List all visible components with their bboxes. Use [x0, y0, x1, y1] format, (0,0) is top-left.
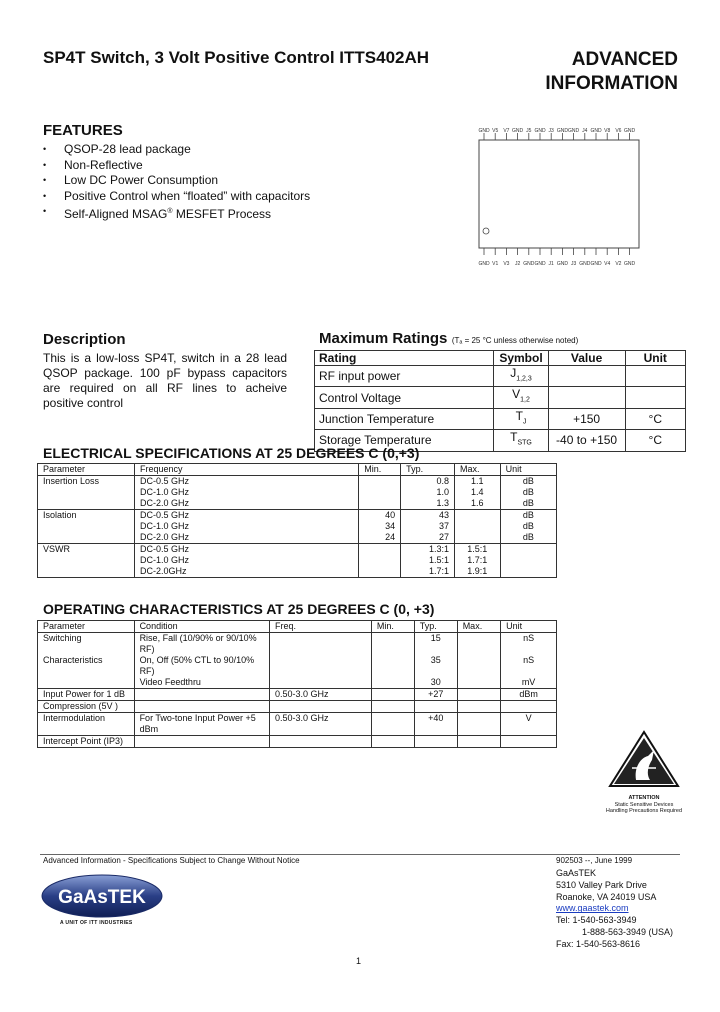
- table-row: Switching Rise, Fall (10/90% or 90/10% RF) 15 nS: [38, 633, 557, 656]
- website-link[interactable]: www.gaastek.com: [556, 903, 629, 914]
- pin-label: V4: [604, 261, 611, 267]
- advanced-information-label: ADVANCED INFORMATION: [545, 49, 678, 94]
- pin-label: GND: [478, 261, 490, 267]
- operating-characteristics-table: [37, 620, 557, 748]
- list-item: • Low DC Power Consumption: [43, 173, 310, 189]
- logo-tagline: A UNIT OF ITT INDUSTRIES: [60, 920, 133, 926]
- electrical-heading: ELECTRICAL SPECIFICATIONS AT 25 DEGREES C (0,+3): [43, 445, 420, 461]
- table-row: Storage Temperature $T_{STG}$ -40 to +150 °C: [315, 430, 686, 451]
- table-row: Compression (5V ): [38, 701, 557, 713]
- table-row: RF input power $J_{1,2,3}$: [315, 366, 686, 387]
- list-item: • Positive Control when “floated” with capacitors: [43, 189, 310, 205]
- pin-label: GND: [624, 128, 636, 134]
- max-ratings-heading: Maximum Ratings: [319, 330, 448, 347]
- pin-label: V2: [615, 261, 622, 267]
- table-row: Video Feedthru 30 mV: [38, 677, 557, 689]
- pin-label: J3: [548, 128, 554, 134]
- svg-text:GaAsTEK: GaAsTEK: [58, 887, 146, 908]
- table-row: DC-1.0 GHz 1.5:1 1.7:1: [38, 555, 557, 566]
- max-ratings-title: [319, 330, 578, 348]
- top-pin-labels: [478, 128, 635, 140]
- pin-label: GND: [556, 128, 568, 134]
- table-header: Parameter Frequency Min. Typ. Max. Unit: [38, 464, 557, 476]
- table-row: Input Power for 1 dB 0.50-3.0 GHz +27 dBm: [38, 689, 557, 701]
- footer-doc-number: 902503 --, June 1999: [556, 856, 633, 865]
- pin-label: GND: [534, 128, 546, 134]
- pin-label: V8: [604, 128, 611, 134]
- pin-label: V1: [492, 261, 499, 267]
- bottom-pin-labels: [478, 248, 635, 267]
- document-title: SP4T Switch, 3 Volt Positive Control ITTS402AH: [43, 48, 430, 67]
- description-body: This is a low-loss SP4T, switch in a 28 lead QSOP package. 100 pF bypass capacitors are required on all RF lines to acheive positive control: [43, 351, 287, 410]
- table-row: Intermodulation For Two-tone Input Power +5 dBm 0.50-3.0 GHz +40 V: [38, 713, 557, 736]
- gaastek-logo: [40, 874, 164, 920]
- list-item: • QSOP-28 lead package: [43, 142, 310, 158]
- esd-warning-icon: [606, 728, 682, 790]
- table-row: DC-2.0 GHz 1.3 1.6 dB: [38, 498, 557, 510]
- page-number: 1: [356, 956, 362, 966]
- qsop28-package-diagram: [474, 124, 644, 274]
- pin-label: GND: [590, 128, 602, 134]
- table-row: DC-2.0 GHz 24 27 dB: [38, 532, 557, 544]
- table-row: VSWR DC-0.5 GHz 1.3:1 1.5:1: [38, 544, 557, 556]
- table-row: Control Voltage $V_{1,2}$: [315, 387, 686, 408]
- table-row: DC-2.0GHz 1.7:1 1.9:1: [38, 566, 557, 578]
- company-address: GaAsTEK 5310 Valley Park Drive Roanoke, VA 24019 USA www.gaastek.com Tel: 1-540-563-3949 1-888-563-3949 (USA) Fax: 1-540-563-8616: [556, 868, 674, 949]
- electrical-spec-table: [37, 463, 557, 578]
- features-heading: FEATURES: [43, 122, 123, 139]
- esd-caption: ATTENTION Static Sensitive Devices Handling Precautions Required: [605, 795, 683, 814]
- list-item: • Self-Aligned MSAG® MESFET Process: [43, 204, 310, 223]
- list-item: • Non-Reflective: [43, 158, 310, 174]
- pin-label: J4: [582, 128, 588, 134]
- footer-disclaimer: Advanced Information - Specifications Subject to Change Without Notice: [43, 856, 300, 865]
- pin-label: GND: [568, 128, 580, 134]
- footer-divider: [40, 854, 680, 855]
- pin-label: V7: [503, 128, 510, 134]
- table-row: DC-1.0 GHz 1.0 1.4 dB: [38, 487, 557, 498]
- pin-label: GND: [534, 261, 546, 267]
- pin-label: V3: [503, 261, 510, 267]
- description-heading: Description: [43, 331, 126, 348]
- operating-heading: OPERATING CHARACTERISTICS AT 25 DEGREES C (0, +3): [43, 601, 435, 617]
- table-row: Intercept Point (IP3): [38, 736, 557, 748]
- pin-label: J2: [514, 261, 521, 267]
- features-list: [43, 142, 310, 223]
- max-ratings-table: [314, 350, 686, 452]
- pin-label: V6: [615, 128, 622, 134]
- pin-label: GND: [624, 261, 636, 267]
- max-ratings-note: (Tₐ = 25 °C unless otherwise noted): [451, 336, 579, 345]
- table-row: Isolation DC-0.5 GHz 40 43 dB: [38, 510, 557, 522]
- table-header: Parameter Condition Freq. Min. Typ. Max. Unit: [38, 621, 557, 633]
- pin-label: J1: [548, 261, 554, 267]
- pin-label: J3: [570, 261, 577, 267]
- pin1-marker: [483, 228, 489, 234]
- table-row: Characteristics On, Off (50% CTL to 90/10% RF) 35 nS: [38, 655, 557, 677]
- pin-label: J5: [526, 128, 532, 134]
- pin-label: GND: [579, 261, 591, 267]
- package-body: [479, 140, 639, 248]
- pin-label: GND: [523, 261, 535, 267]
- table-row: Insertion Loss DC-0.5 GHz 0.8 1.1 dB: [38, 476, 557, 488]
- table-header: Rating Symbol Value Unit: [315, 351, 686, 366]
- pin-label: GND: [512, 128, 524, 134]
- pin-label: GND: [556, 261, 568, 267]
- pin-label: V5: [492, 128, 499, 134]
- pin-label: GND: [478, 128, 490, 134]
- pin-label: GND: [590, 261, 602, 267]
- table-row: DC-1.0 GHz 34 37 dB: [38, 521, 557, 532]
- table-row: Junction Temperature $T_J$ +150 °C: [315, 408, 686, 429]
